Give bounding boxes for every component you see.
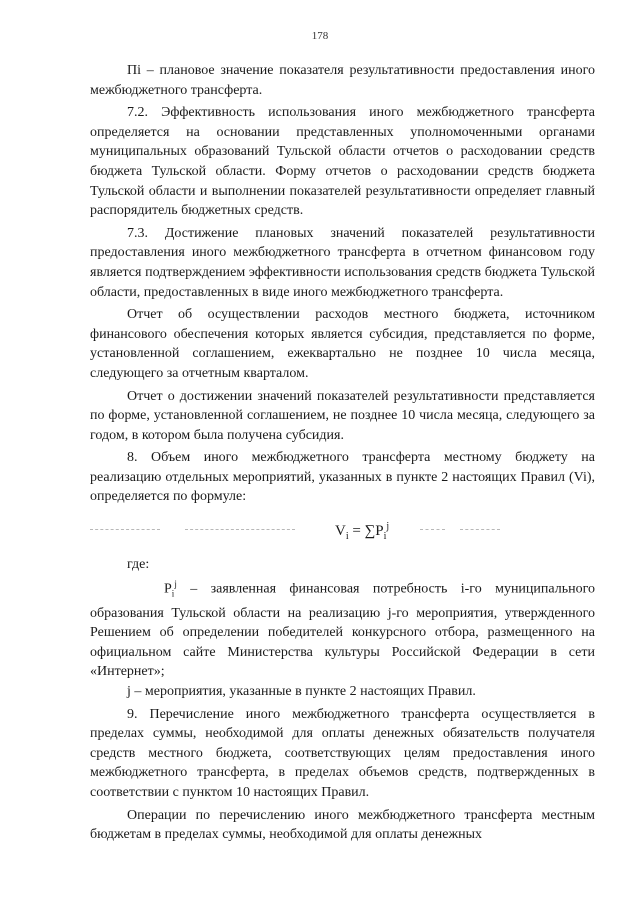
paragraph: j – мероприятия, указанные в пункте 2 настоящих Правил. xyxy=(127,684,476,700)
paragraph: 8. Объем иного межбюджетного трансферта местному бюджету на реализацию отдельных мероприятий, указанных в пункте 2 настоящих Правил (Vi), определяется по формуле: xyxy=(90,450,595,505)
formula-row xyxy=(90,515,595,553)
paragraphs-before-formula xyxy=(90,61,595,507)
pij-letter: P xyxy=(164,581,172,597)
paragraphs-after-formula xyxy=(90,682,595,845)
document-body xyxy=(90,61,595,845)
formula xyxy=(335,521,389,542)
paragraph: Пi – плановое значение показателя результативности предоставления иного межбюджетного трансферта. xyxy=(90,63,595,98)
paragraph: 9. Перечисление иного межбюджетного трансферта осуществляется в пределах суммы, необходимой для оплаты денежных обязательств получателя средств местного бюджета, соответствующих целям предоставления иного межбюджетного трансферта, в пределах объемов средств, подтвержденных в соответствии с пунктом 10 настоящих Правил. xyxy=(90,706,595,801)
formula-sum: ∑ xyxy=(364,523,376,540)
paragraph: Отчет о достижении значений показателей результативности представляется по форме, установленной соглашением, не позднее 10 числа месяца, следующего за годом, в котором была получена субсидия. xyxy=(90,388,595,443)
formula-eq: = xyxy=(348,523,365,540)
formula-lhs-sub: i xyxy=(345,531,349,543)
formula-var-sup: j xyxy=(386,521,390,533)
pij-sub: i xyxy=(171,588,175,599)
pij-definition-text: – заявленная финансовая потребность i-го муниципального образования Тульской области на реализацию j-го мероприятия, утвержденного Решением об определении победителей конкурсного отбора, размещенного на официальном сайте Министерства культуры Российской Федерации в сети «Интернет»; xyxy=(90,581,595,680)
scan-artifact-line xyxy=(420,529,445,530)
page-number: 178 xyxy=(311,30,329,42)
paragraph: 7.2. Эффективность использования иного межбюджетного трансферта определяется на основании представленных уполномоченными органами муниципальных образований Тульской области отчетов о расходовании средств бюджета Тульской области. Форму отчетов о расходовании средств бюджета Тульской области и выполнении показателей результативности определяет главный распорядитель бюджетных средств. xyxy=(90,105,595,219)
formula-var: P xyxy=(375,523,384,540)
formula-var-sub: i xyxy=(383,531,387,543)
where-label: где: xyxy=(127,557,150,573)
scan-artifact-line xyxy=(185,529,295,530)
paragraph: 7.3. Достижение плановых значений показателей результативности предоставления иного межбюджетного трансферта в отчетном финансовом году является подтверждением эффективности использования средств бюджета Тульской области, предоставленных в виде иного межбюджетного трансферта. xyxy=(90,225,595,300)
formula-lhs: V xyxy=(335,523,346,540)
scan-artifact-line xyxy=(460,529,500,530)
pij-symbol xyxy=(127,575,177,604)
paragraph: Отчет об осуществлении расходов местного бюджета, источником финансового обеспечения которых является субсидия, представляется по форме, установленной соглашением, ежеквартально не позднее 10 числа месяца, следующего за отчетным кварталом. xyxy=(90,307,595,381)
scan-artifact-line xyxy=(90,529,160,530)
pij-sup: j xyxy=(174,578,177,589)
paragraph: Операции по перечислению иного межбюджетного трансферта местным бюджетам в пределах суммы, необходимой для оплаты денежных xyxy=(90,807,595,843)
definition-pij xyxy=(90,575,595,682)
